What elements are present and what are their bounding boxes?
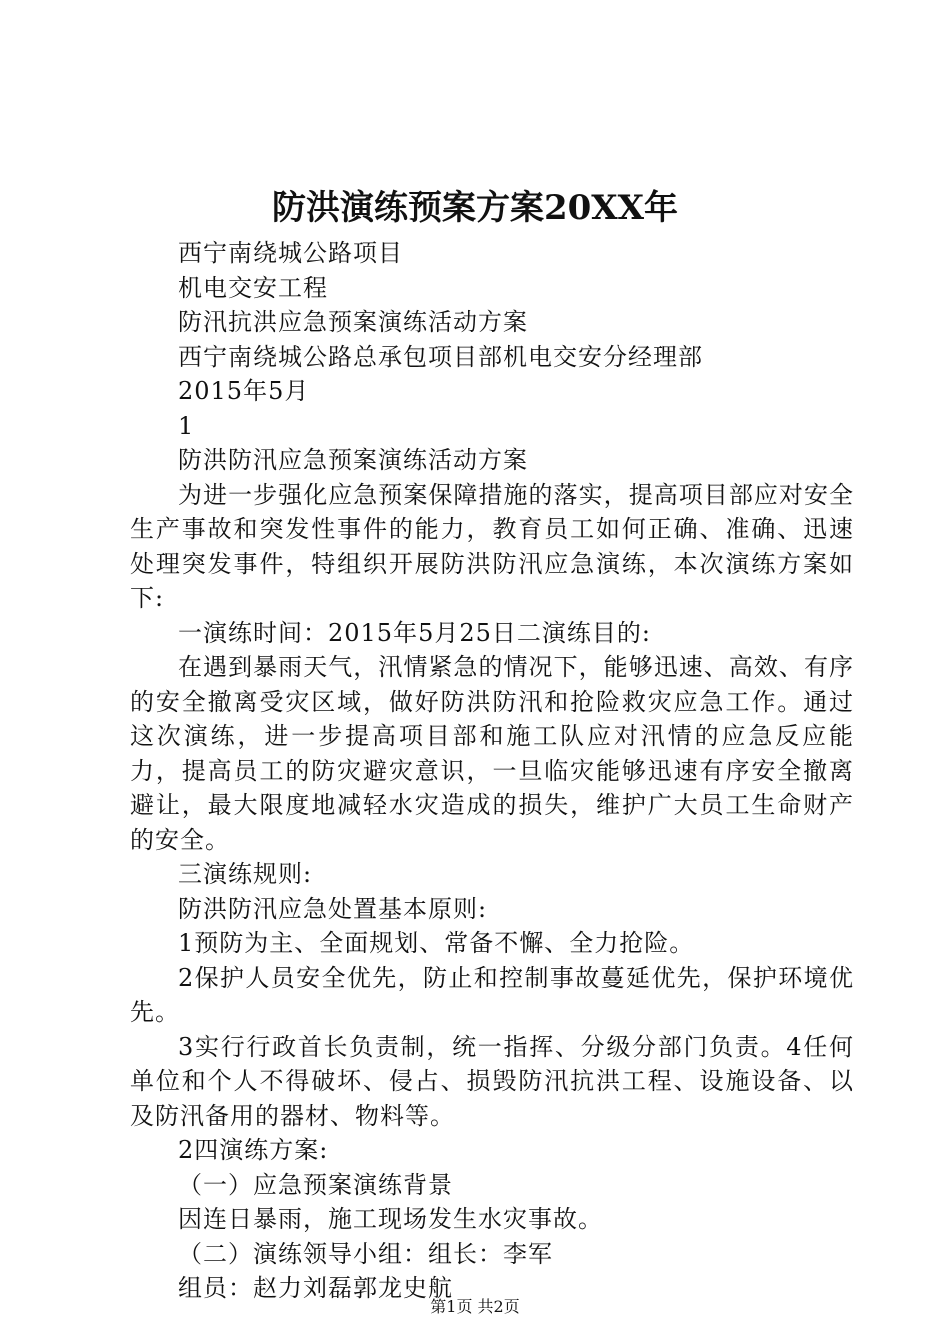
paragraph-drill-rules: 三演练规则: bbox=[178, 860, 313, 888]
paragraph-intro: 为进一步强化应急预案保障措施的落实，提高项目部应对安全生产事故和突发性事件的能力，教育员工如何正确、准确、迅速处理突发事件，特组织开展防洪防汛应急演练，本次演练方案如下: bbox=[130, 480, 854, 612]
paragraph-drill-purpose: 在遇到暴雨天气，汛情紧急的情况下，能够迅速、高效、有序的安全撤离受灾区域，做好防洪防汛和抢险救灾应急工作。通过这次演练，进一步提高项目部和施工队应对汛情的应急反应能力，提高员工的防灾避灾意识，一旦临灾能够迅速有序安全撤离避让，最大限度地减轻水灾造成的损失，维护广大员工生命财产的安全。 bbox=[130, 653, 854, 854]
header-line-page-number: 1 bbox=[178, 411, 195, 440]
paragraph-background: 因连日暴雨，施工现场发生水灾事故。 bbox=[178, 1205, 603, 1233]
header-line-plan-title: 防汛抗洪应急预案演练活动方案 bbox=[178, 308, 528, 336]
paragraph-members: 组员：赵力刘磊郭龙史航 bbox=[178, 1274, 453, 1302]
document-body bbox=[130, 236, 854, 1306]
paragraph-basic-principles: 防洪防汛应急处置基本原则: bbox=[178, 894, 488, 923]
paragraph-background-heading: （一）应急预案演练背景 bbox=[178, 1170, 453, 1199]
header-line-date: 2015年5月 bbox=[178, 377, 310, 405]
header-line-department: 西宁南绕城公路总承包项目部机电交安分经理部 bbox=[178, 342, 703, 371]
header-line-engineering: 机电交安工程 bbox=[178, 273, 328, 302]
header-line-project: 西宁南绕城公路项目 bbox=[178, 239, 403, 267]
paragraph-leadership: （二）演练领导小组：组长：李军 bbox=[178, 1239, 553, 1268]
document-title: 防洪演练预案方案20XX年 bbox=[271, 188, 679, 228]
paragraph-principle-3-4: 3实行行政首长负责制，统一指挥、分级分部门负责。4任何单位和个人不得破坏、侵占、损毁防汛抗洪工程、设施设备、以及防汛备用的器材、物料等。 bbox=[130, 1032, 854, 1130]
paragraph-principle-2: 2保护人员安全优先，防止和控制事故蔓延优先，保护环境优先。 bbox=[130, 963, 854, 1026]
paragraph-principle-1: 1预防为主、全面规划、常备不懈、全力抢险。 bbox=[178, 929, 695, 957]
section-heading: 防洪防汛应急预案演练活动方案 bbox=[178, 446, 528, 474]
paragraph-drill-plan: 2四演练方案: bbox=[178, 1136, 329, 1164]
page-footer: 第1页 共2页 bbox=[430, 1297, 520, 1316]
paragraph-drill-time: 一演练时间：2015年5月25日二演练目的: bbox=[178, 618, 651, 647]
